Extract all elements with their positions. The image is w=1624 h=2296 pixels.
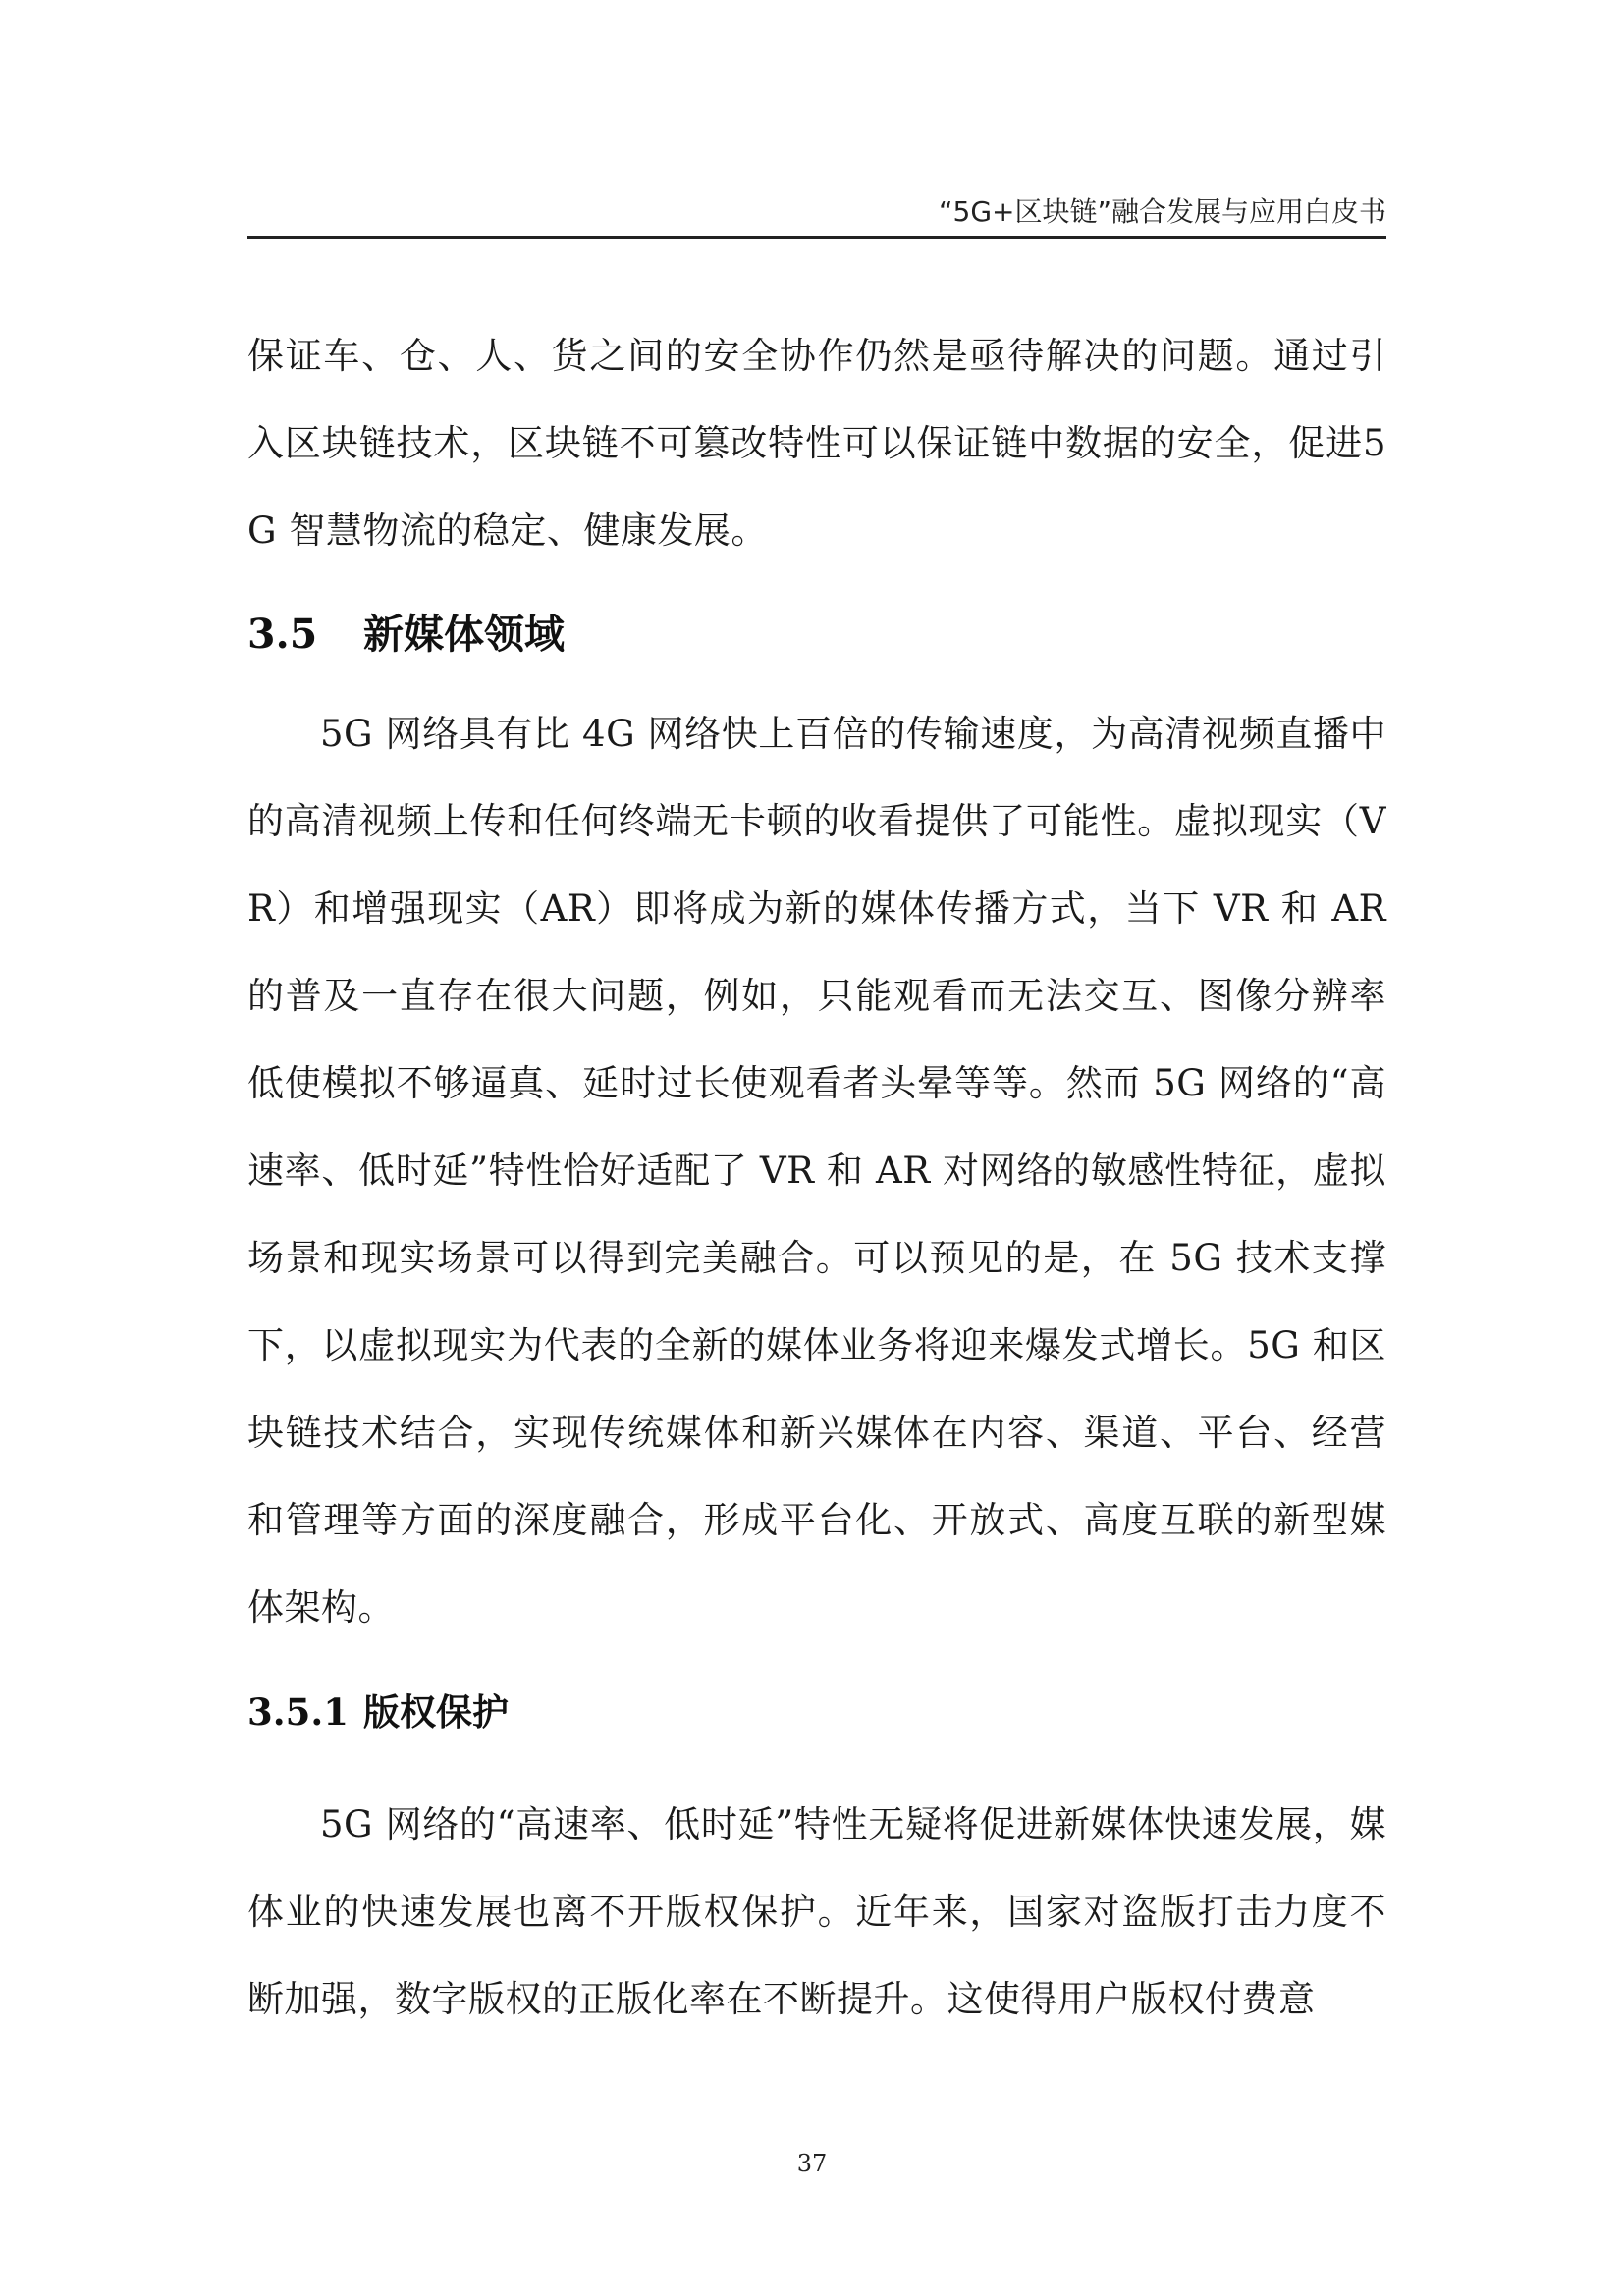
page-content	[247, 312, 1386, 2043]
paragraph-copyright: 5G 网络的“高速率、低时延”特性无疑将促进新媒体快速发展，媒体业的快速发展也离不开版权保护。近年来，国家对盗版打击力度不断加强，数字版权的正版化率在不断提升。这使得用户版权付费意	[247, 1803, 1386, 2020]
section-heading-3-5-1	[247, 1682, 1386, 1741]
section-title: 新媒体领域	[363, 611, 565, 658]
header-title: “5G+区块链”融合发展与应用白皮书	[939, 195, 1386, 228]
subsection-title: 版权保护	[363, 1691, 509, 1734]
paragraph-intro-continued: 保证车、仓、人、货之间的安全协作仍然是亟待解决的问题。通过引入区块链技术，区块链不可篡改特性可以保证链中数据的安全，促进5G 智慧物流的稳定、健康发展。	[247, 335, 1386, 552]
subsection-number: 3.5.1	[247, 1690, 349, 1734]
page-number: 37	[796, 2150, 828, 2177]
paragraph-new-media: 5G 网络具有比 4G 网络快上百倍的传输速度，为高清视频直播中的高清视频上传和任何终端无卡顿的收看提供了可能性。虚拟现实（VR）和增强现实（AR）即将成为新的媒体传播方式，当下 VR 和 AR 的普及一直存在很大问题，例如，只能观看而无法交互、图像分辨率低使模拟不够逼真、延时过长使观看者头晕等等。然而 5G 网络的“高速率、低时延”特性恰好适配了 VR 和 AR 对网络的敏感性特征，虚拟场景和现实场景可以得到完美融合。可以预见的是，在 5G 技术支撑下，以虚拟现实为代表的全新的媒体业务将迎来爆发式增长。5G 和区块链技术结合，实现传统媒体和新兴媒体在内容、渠道、平台、经营和管理等方面的深度融合，形成平台化、开放式、高度互联的新型媒体架构。	[247, 713, 1386, 1629]
section-heading-3-5	[247, 602, 1386, 661]
page-header	[247, 185, 1386, 239]
section-number: 3.5	[247, 611, 318, 658]
